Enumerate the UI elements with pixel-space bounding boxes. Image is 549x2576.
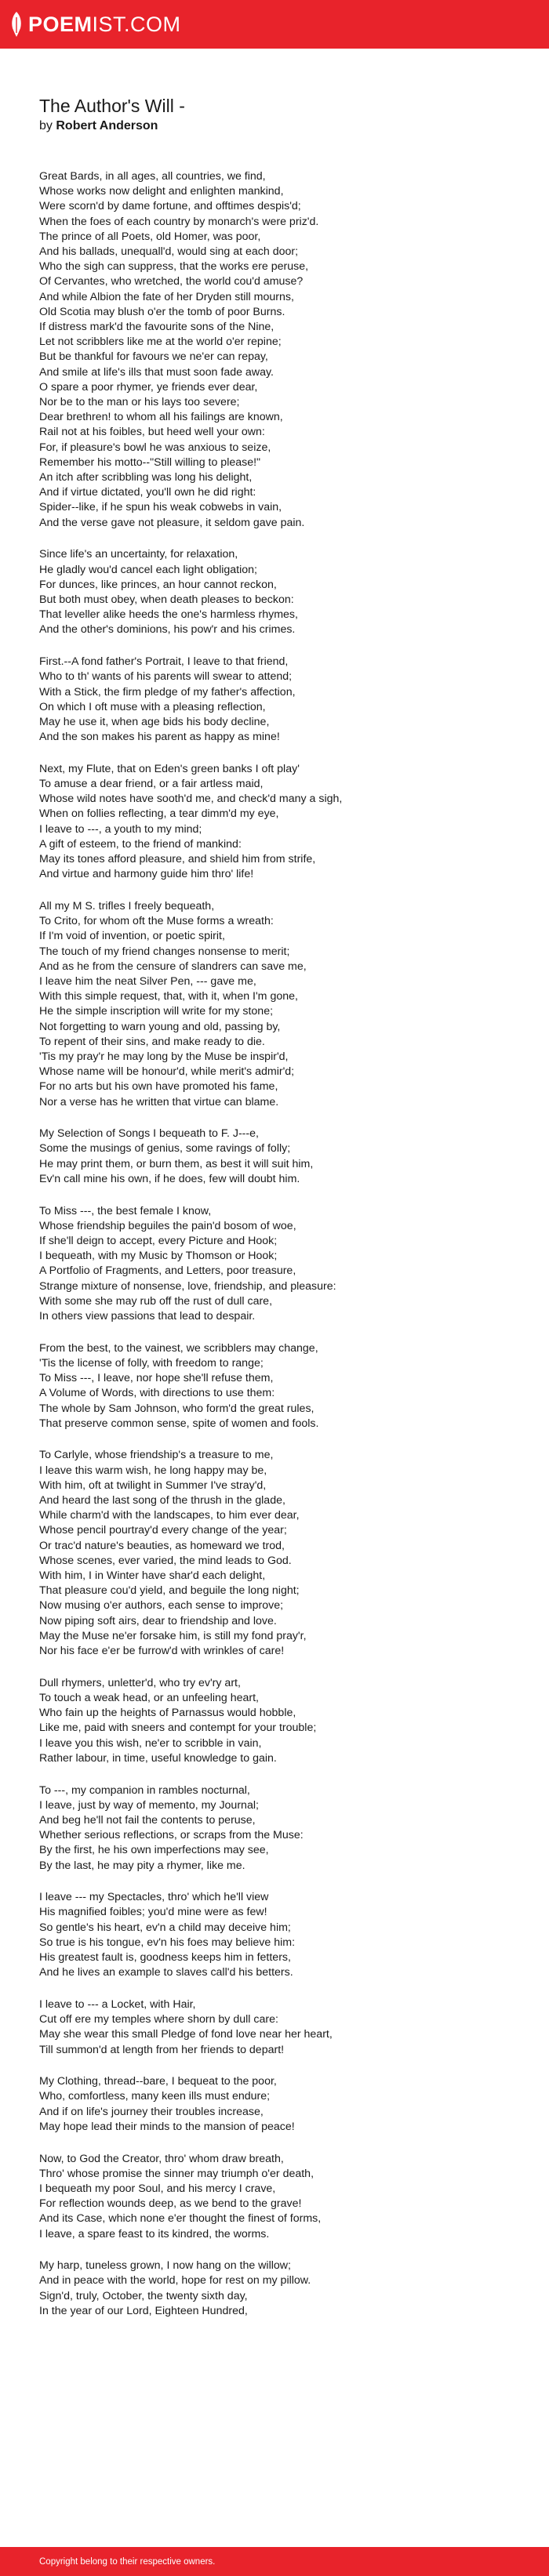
poem-line: Whether serious reflections, or scraps from the Muse: [39,1829,304,1842]
poem-line: To Miss ---, I leave, nor hope she'll refuse them, [39,1372,274,1385]
poem-line: To touch a weak head, or an unfeeling heart, [39,1691,260,1704]
poem-line: And if on life's journey their troubles increase, [39,2105,264,2118]
poem-line: That pleasure cou'd yield, and beguile the long night; [39,1584,300,1598]
poem-line: And the other's dominions, his pow'r and his crimes. [39,623,296,637]
poem-line: And if virtue dictated, you'll own he did right: [39,486,256,499]
poem-line: And smile at life's ills that must soon fade away. [39,365,274,379]
poem-line: Or trac'd nature's beauties, as homeward we trod, [39,1539,285,1552]
poem-line: And the son makes his parent as happy as mine! [39,731,280,744]
stanza [39,1676,549,1766]
poem-line: Let not scribblers like me at the world o'er repine; [39,336,282,349]
poem-line: To ---, my companion in rambles nocturnal, [39,1783,250,1797]
poem-line: Since life's an uncertainty, for relaxation, [39,548,238,561]
site-logo[interactable] [9,11,181,38]
poem-line: Whose pencil pourtray'd every change of the year; [39,1524,287,1537]
poem-line: For, if pleasure's bowl he was anxious to seize, [39,441,271,454]
poem-line: Till summon'd at length from her friends to depart! [39,2043,285,2056]
poem-line: I leave to ---, a youth to my mind; [39,822,202,836]
site-footer [0,2547,549,2576]
poem-line: While charm'd with the landscapes, to him ever dear, [39,1509,300,1522]
poem-line: 'Tis the license of folly, with freedom to range; [39,1356,264,1370]
stanza [39,547,549,637]
poem-line: May she wear this small Pledge of fond love near her heart, [39,2028,333,2041]
poem-line: With a Stick, the firm pledge of my father's affection, [39,685,296,698]
quill-pen-icon [9,11,24,38]
poem-line: I leave him the neat Silver Pen, --- gave me, [39,974,256,988]
poem-line: And in peace with the world, hope for rest on my pillow. [39,2274,311,2288]
poem-line: From the best, to the vainest, we scribblers may change, [39,1341,318,1355]
poem-line: May the Muse ne'er forsake him, is still my fond pray'r, [39,1629,307,1642]
poem-line: I leave --- my Spectacles, thro' which he'll view [39,1891,269,1904]
poem-line: In the year of our Lord, Eighteen Hundred, [39,2304,248,2317]
poem-title: The Author's Will - [39,96,185,116]
poem-line: Were scorn'd by dame fortune, and offtimes despis'd; [39,200,301,213]
poem-line: When the foes of each country by monarch's were priz'd. [39,215,319,228]
poem-line: And heard the last song of the thrush in the glade, [39,1494,285,1508]
poem-line: To repent of their sins, and make ready to die. [39,1035,265,1048]
poem-line: I leave this warm wish, he long happy may be, [39,1464,267,1477]
stanza [39,762,549,883]
poem-line: In others view passions that lead to despair. [39,1310,256,1323]
poem-line: Whose wild notes have sooth'd me, and check'd many a sigh, [39,793,343,806]
poem-line: To Miss ---, the best female I know, [39,1204,212,1217]
poem-line: To Crito, for whom oft the Muse forms a wreath: [39,915,274,928]
byline [39,118,549,135]
poem-line: His greatest fault is, goodness keeps him in fetters, [39,1951,291,1965]
poem-line: Old Scotia may blush o'er the tomb of poor Burns. [39,305,285,318]
stanza [39,1448,549,1659]
poem-body [39,169,549,2319]
poem-line: May hope lead their minds to the mansion of peace! [39,2120,295,2133]
poem-line: The whole by Sam Johnson, who form'd the great rules, [39,1402,314,1415]
stanza [39,169,549,531]
poem-line: If I'm void of invention, or poetic spirit, [39,930,225,943]
poem-line: And its Case, which none e'er thought the finest of forms, [39,2212,322,2226]
poem-line: To Carlyle, whose friendship's a treasure to me, [39,1449,274,1462]
poem-line: With some she may rub off the rust of dull care, [39,1294,273,1308]
poem-line: So true is his tongue, ev'n his foes may believe him: [39,1936,296,1949]
poem-line: Thro' whose promise the sinner may triumph o'er death, [39,2167,314,2180]
poem-line: Nor be to the man or his lays too severe; [39,396,240,409]
stanza [39,899,549,1110]
poem-line: I bequeath my poor Soul, and his mercy I crave, [39,2182,276,2195]
poem-line: Ev'n call mine his own, if he does, few will doubt him. [39,1172,300,1185]
poem-line: First.--A fond father's Portrait, I leave to that friend, [39,655,289,669]
poem-line: He may print them, or burn them, as best it will suit him, [39,1157,314,1170]
stanza [39,2074,549,2135]
poem-content [0,49,549,2319]
poem-line: Who to th' wants of his parents will swear to attend; [39,670,293,684]
poem-line: Remember his motto--"Still willing to please!" [39,455,261,469]
poem-line: And his ballads, unequall'd, would sing at each door; [39,245,299,259]
poem-line: Who the sigh can suppress, that the works ere peruse, [39,260,309,274]
poem-line: With him, oft at twilight in Summer I've stray'd, [39,1478,267,1492]
poem-line: If she'll deign to accept, every Picture and Hook; [39,1235,278,1247]
poem-line: Whose name will be honour'd, while merit's admir'd; [39,1065,295,1079]
poem-line: By the last, he may pity a rhymer, like me. [39,1859,245,1872]
stanza [39,1341,549,1431]
poem-line: And beg he'll not fail the contents to peruse, [39,1813,256,1827]
poem-line: So gentle's his heart, ev'n a child may deceive him; [39,1921,291,1934]
poem-line: Now, to God the Creator, thro' whom draw breath, [39,2152,284,2165]
poem-line: He gladly wou'd cancel each light obligation; [39,563,257,576]
poem-line: To amuse a dear friend, or a fair artless maid, [39,778,264,791]
stanza [39,655,549,745]
poem-line: Strange mixture of nonsense, love, friendship, and pleasure: [39,1279,336,1293]
poem-line: Nor a verse has he written that virtue can blame. [39,1095,279,1108]
poem-line: By the first, he his own imperfections may see, [39,1844,269,1857]
poem-line: Nor his face e'er be furrow'd with wrinkles of care! [39,1645,285,1658]
stanza [39,1204,549,1325]
site-logo-text: POEMIST.COM [28,12,181,36]
poem-line: Whose works now delight and enlighten mankind, [39,185,284,198]
poem-line: O spare a poor rhymer, ye friends ever dear, [39,380,258,394]
site-header [0,0,549,49]
stanza [39,1997,549,2058]
poem-line: And the verse gave not pleasure, it seldom gave pain. [39,516,305,529]
poem-line: Like me, paid with sneers and contempt for your trouble; [39,1722,317,1735]
by-label: by [39,119,53,132]
poem-line: With him, I in Winter have shar'd each delight, [39,1569,266,1583]
poem-line: The prince of all Poets, old Homer, was poor, [39,230,261,243]
poem-line: My Selection of Songs I bequeath to F. J---e, [39,1127,259,1141]
stanza [39,2259,549,2319]
poem-line: Now piping soft airs, dear to friendship and love. [39,1614,277,1627]
poem-line: Who, comfortless, many keen ills must endure; [39,2090,271,2103]
poem-line: Cut off ere my temples where shorn by dull care: [39,2013,278,2026]
poem-line: Great Bards, in all ages, all countries, we find, [39,170,266,183]
poem-line: Now musing o'er authors, each sense to improve; [39,1599,284,1613]
poem-line: For reflection wounds deep, as we bend to the grave! [39,2197,302,2211]
poem-line: Spider--like, if he spun his weak cobwebs in vain, [39,501,282,514]
poem-line: I bequeath, with my Music by Thomson or Hook; [39,1250,278,1263]
poem-line: My harp, tuneless grown, I now hang on the willow; [39,2259,291,2273]
poem-line: A gift of esteem, to the friend of mankind: [39,837,242,851]
author-link[interactable]: Robert Anderson [56,119,158,132]
poem-line: Of Cervantes, who wretched, the world cou'd amuse? [39,275,304,288]
poem-line: A Portfolio of Fragments, and Letters, poor treasure, [39,1264,296,1278]
stanza [39,2152,549,2242]
poem-line: He the simple inscription will write for my stone; [39,1005,274,1018]
poem-line: For dunces, like princes, an hour cannot reckon, [39,578,277,591]
poem-line: And virtue and harmony guide him thro' life! [39,868,254,881]
poem-line: That preserve common sense, spite of women and fools. [39,1417,319,1430]
poem-line: Whose friendship beguiles the pain'd bosom of woe, [39,1219,296,1232]
poem-line: And as he from the censure of slandrers can save me, [39,960,307,973]
poem-line: Whose scenes, ever varied, the mind leads to God. [39,1554,292,1567]
poem-line: All my M S. trifles I freely bequeath, [39,899,215,912]
poem-line: Some the musings of genius, some ravings of folly; [39,1142,291,1156]
poem-line: His magnified foibles; you'd mine were as few! [39,1906,267,1919]
poem-line: May its tones afford pleasure, and shield him from strife, [39,853,316,866]
poem-line: Dear brethren! to whom all his failings are known, [39,411,283,424]
stanza [39,1890,549,1980]
poem-line: On which I oft muse with a pleasing reflection, [39,700,266,713]
poem-line: I leave you this wish, ne'er to scribble in vain, [39,1736,262,1750]
poem-line: When on follies reflecting, a tear dimm'd my eye, [39,807,279,821]
poem-line: For no arts but his own have promoted his fame, [39,1080,278,1094]
poem-line: And he lives an example to slaves call'd his betters. [39,1966,293,1979]
poem-line: I leave, a spare feast to its kindred, the worms. [39,2227,270,2240]
poem-line: With this simple request, that, with it, when I'm gone, [39,990,298,1003]
poem-line: 'Tis my pray'r he may long by the Muse be inspir'd, [39,1050,289,1063]
poem-line: An itch after scribbling was long his delight, [39,471,253,484]
poem-line: I leave to --- a Locket, with Hair, [39,1997,196,2011]
poem-line: I leave, just by way of memento, my Journal; [39,1798,259,1812]
stanza [39,1783,549,1874]
poem-line: But be thankful for favours we ne'er can repay, [39,350,268,364]
poem-line: Dull rhymers, unletter'd, who try ev'ry art, [39,1676,241,1689]
poem-line: May he use it, when age bids his body decline, [39,715,270,728]
poem-line: Not forgetting to warn young and old, passing by, [39,1020,281,1033]
stanza [39,1127,549,1187]
poem-line: Who fain up the heights of Parnassus would hobble, [39,1707,296,1720]
poem-line: Next, my Flute, that on Eden's green banks I oft play' [39,762,300,775]
poem-line: A Volume of Words, with directions to use them: [39,1387,275,1400]
poem-line: My Clothing, thread--bare, I bequeat to the poor, [39,2075,277,2088]
poem-line: But both must obey, when death pleases to beckon: [39,593,294,606]
poem-line: That leveller alike heeds the one's harmless rhymes, [39,608,298,622]
poem-line: Rather labour, in time, useful knowledge to gain. [39,1751,277,1765]
poem-line: If distress mark'd the favourite sons of the Nine, [39,321,274,334]
poem-line: The touch of my friend changes nonsense to merit; [39,945,290,958]
poem-line: And while Albion the fate of her Dryden still mourns, [39,290,294,303]
poem-line: Sign'd, truly, October, the twenty sixth day, [39,2289,248,2302]
poem-line: Rail not at his foibles, but heed well your own: [39,426,265,439]
copyright-text: Copyright belong to their respective owners. [39,2556,216,2567]
